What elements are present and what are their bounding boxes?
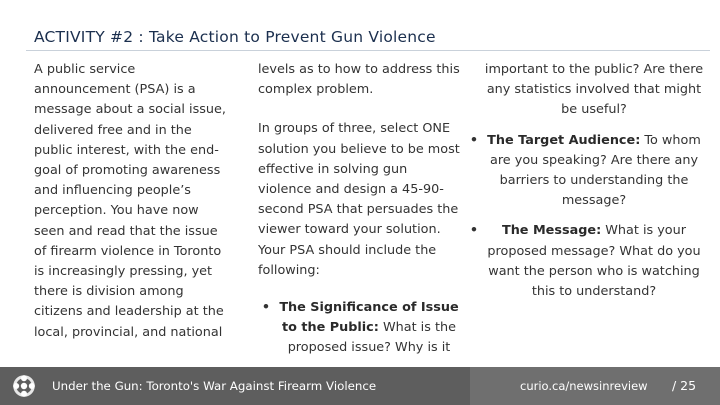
bullet-icon: • (469, 223, 479, 239)
bullet-icon: • (261, 300, 271, 316)
title-divider (26, 50, 710, 51)
column-3 (466, 60, 706, 302)
bullet-significance-continued (466, 60, 706, 121)
bullet-significance-continued-text: important to the public? Are there any statistics involved that might be useful? (484, 62, 704, 118)
bullet-significance-heading: The Significance of Issue to the Public: (279, 300, 459, 336)
psa-definition-continued: levels as to how to address this complex problem. (258, 62, 460, 98)
footer-url: curio.ca/newsinreview (520, 379, 648, 393)
cbc-gem-logo-icon (12, 374, 36, 398)
bullet-message (466, 221, 706, 302)
bullet-target-audience-text (482, 131, 706, 212)
column-1 (34, 60, 230, 343)
bullet-message-body: What is your proposed message? What do you want the person who is watching this to understand? (487, 223, 701, 300)
group-instructions: In groups of three, select ONE solution you believe to be most effective in solving gun violence and design a 45-90-second PSA that persuades the viewer toward your solution. Your PSA should include the following: (258, 121, 460, 278)
page-title: ACTIVITY #2 : Take Action to Prevent Gun Violence (34, 28, 436, 46)
footer-bar (0, 367, 720, 405)
bullet-message-text (482, 221, 706, 302)
bullet-icon: • (469, 132, 479, 148)
bullet-significance-text (274, 298, 464, 359)
page-number: / 25 (672, 378, 697, 393)
bullet-target-audience (466, 131, 706, 212)
bullet-significance-body: What is the proposed issue? Why is it (287, 320, 456, 356)
psa-definition-text: A public service announcement (PSA) is a message about a social issue, delivered free and in the public interest, with the end-goal of promoting awareness and influencing people’s perception. You have now seen and read that the issue of firearm violence in Toronto is increasingly pressing, yet there is division among citizens and leadership at the local, provincial, and national (34, 62, 226, 340)
bullet-message-heading: The Message: (501, 223, 602, 239)
bullet-target-audience-body: To whom are you speaking? Are there any barriers to understanding the message? (489, 132, 701, 209)
bullet-significance (258, 298, 464, 359)
footer-title: Under the Gun: Toronto's War Against Firearm Violence (52, 379, 377, 393)
bullet-target-audience-heading: The Target Audience: (487, 132, 641, 148)
column-2 (258, 60, 464, 359)
